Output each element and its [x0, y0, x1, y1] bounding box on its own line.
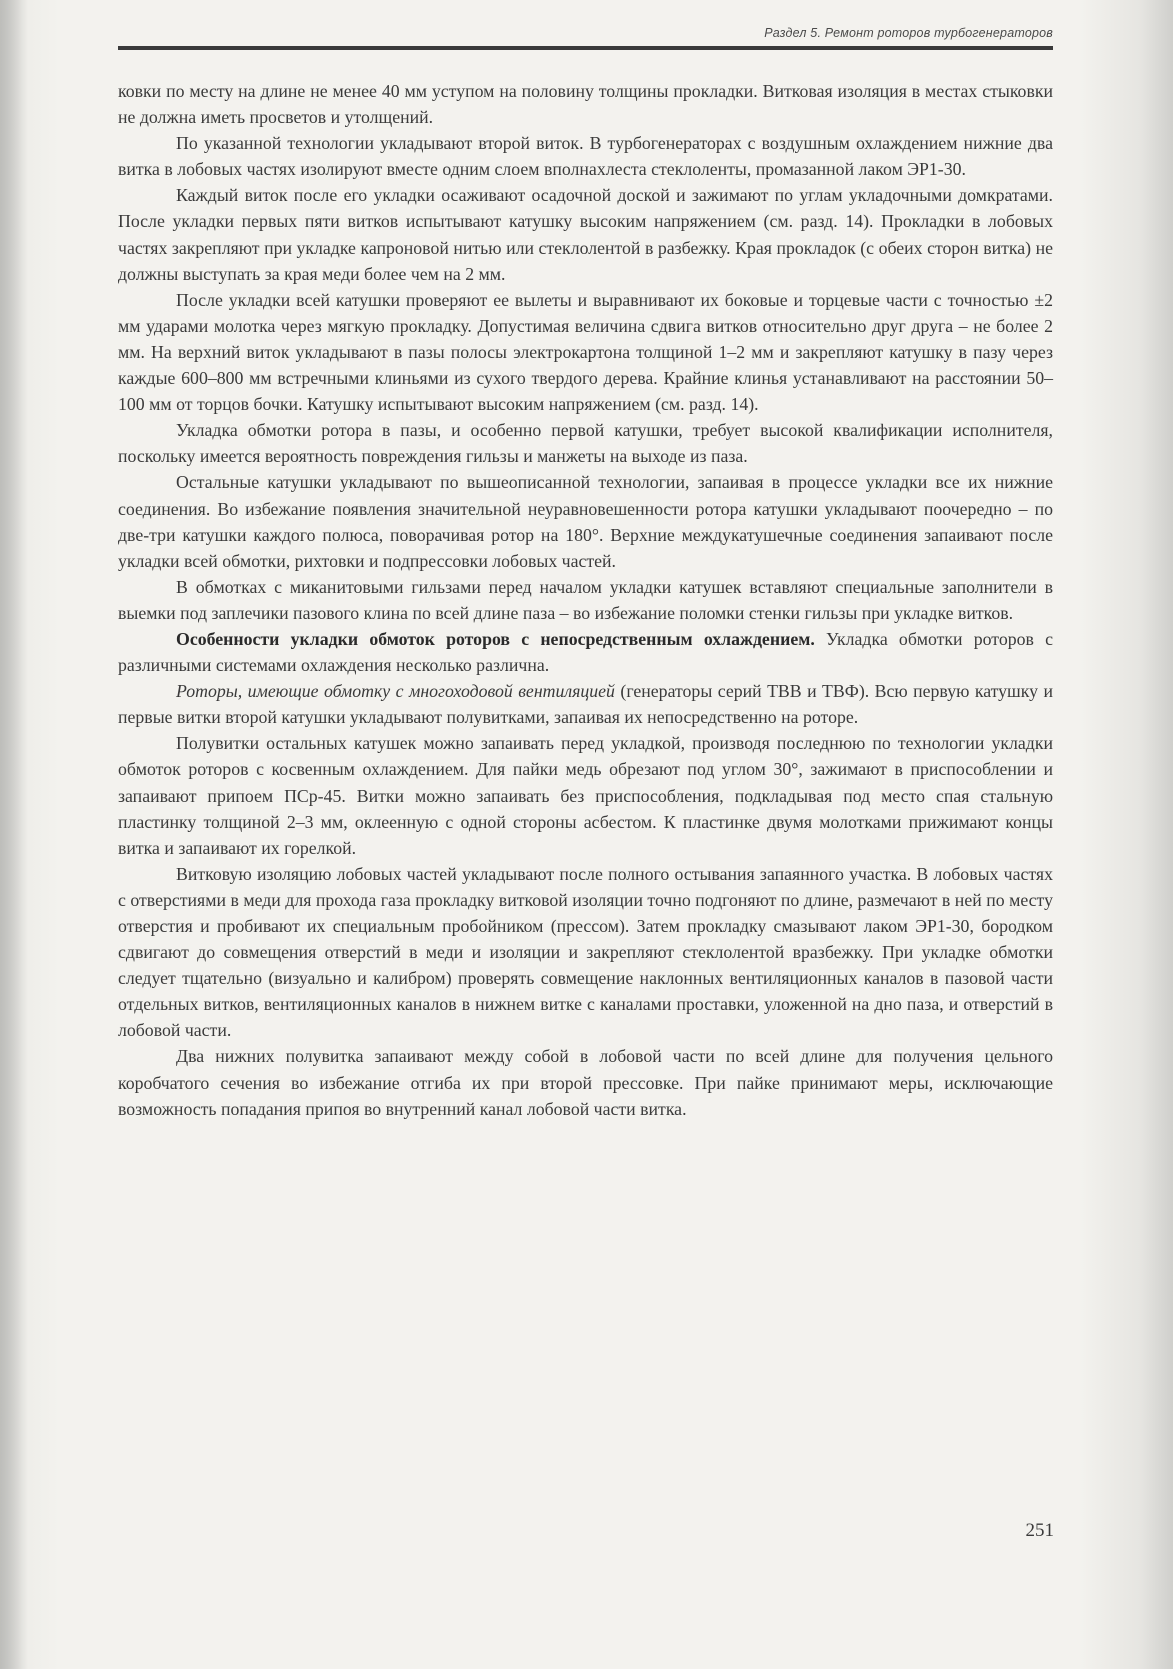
paragraph: В обмотках с миканитовыми гильзами перед началом укладки катушек вставляют специальные заполнители в выемки под заплечики пазового клина по всей длине паза – во избежание поломки стенки гильзы при укладке витков. [118, 576, 1053, 623]
paragraph: Каждый виток после его укладки осаживают осадочной доской и зажимают по углам укладочными домкратами. После укладки первых пяти витков испытывают катушку высоким напряжением (см. разд. 14). Прокладки в лобовых частях закрепляют при укладке капроновой нитью или стеклолентой в разбежку. Края прокладок (с обеих сторон витка) не должны выступать за края меди более чем на 2 мм. [118, 185, 1053, 284]
paragraph: По указанной технологии укладывают второй виток. В турбогенераторах с воздушным охлаждением нижние два витка в лобовых частях изолируют вместе одним слоем вполнахлеста стеклоленты, промазанной лаком ЭР1-30. [118, 133, 1053, 180]
subsection-heading: Особенности укладки обмоток роторов с непосредственным охлаждением. [176, 628, 815, 649]
paragraph: Витковую изоляцию лобовых частей укладывают после полного остывания запаянного участка. В лобовых частях с отверстиями в меди для прохода газа прокладку витковой изоляции точно подгоняют по длине, размечают в ней по месту отверстия и пробивают их специальным пробойником (прессом). Затем прокладку смазывают лаком ЭР1-30, бородком сдвигают до совмещения отверстий в меди и изоляции и закрепляют стеклолентой вразбежку. При укладке обмотки следует тщательно (визуально и калибром) проверять совмещение наклонных вентиляционных каналов в пазовой части отдельных витков, вентиляционных каналов в нижнем витке с каналами проставки, уложенной на дно паза, и отверстий в лобовой части. [118, 863, 1053, 1041]
page-spine-shadow [0, 0, 28, 1669]
paragraph: После укладки всей катушки проверяют ее вылеты и выравнивают их боковые и торцевые части с точностью ±2 мм ударами молотка через мягкую прокладку. Допустимая величина сдвига витков относительно друг друга – не более 2 мм. На верхний виток укладывают в пазы полосы электрокартона толщиной 1–2 мм и закрепляют катушку в пазу через каждые 600–800 мм встречными клиньями из сухого твердого дерева. Крайние клинья устанавливают на расстоянии 50–100 мм от торцов бочки. Катушку испытывают высоким напряжением (см. разд. 14). [118, 289, 1053, 415]
paragraph: Полувитки остальных катушек можно запаивать перед укладкой, производя последнюю по технологии укладки обмоток роторов с косвенным охлаждением. Для пайки медь обрезают под углом 30°, зажимают в приспособлении и запаивают припоем ПСр-45. Витки можно запаивать без приспособления, подкладывая под место спая стальную пластинку толщиной 2–3 мм, оклеенную с одной стороны асбестом. К пластинке двумя молотками прижимают концы витка и запаивают их горелкой. [118, 733, 1053, 858]
paragraph: Особенности укладки обмоток роторов с непосредственным охлаждением. Укладка обмотки роторов с различными системами охлаждения несколько различна. [118, 628, 1053, 676]
paragraph: Два нижних полувитка запаивают между собой в лобовой части по всей длине для получения цельного коробчатого сечения во избежание отгиба их при второй прессовке. При пайке принимают меры, исключающие возможность попадания припоя во внутренний канал лобовой части витка. [118, 1046, 1053, 1119]
header-rule [118, 46, 1053, 50]
body-text [118, 78, 1053, 1122]
section-title: Раздел 5. Ремонт роторов турбогенераторов [764, 26, 1053, 40]
paragraph: Остальные катушки укладывают по вышеописанной технологии, запаивая в процессе укладки все их нижние соединения. Во избежание появления значительной неуравновешенности ротора катушки укладывают поочередно – по две-три катушки каждого полюса, поворачивая ротор на 180°. Верхние междукатушечные соединения запаивают после укладки всей обмотки, рихтовки и подпрессовки лобовых частей. [118, 472, 1053, 571]
paragraph: ковки по месту на длине не менее 40 мм уступом на половину толщины прокладки. Витковая изоляция в местах стыковки не должна иметь просветов и утолщений. [118, 81, 1053, 128]
italic-lead: Роторы, имеющие обмотку с многоходовой вентиляцией [176, 681, 615, 702]
page-number: 251 [1025, 1520, 1054, 1541]
paragraph: Роторы, имеющие обмотку с многоходовой вентиляцией (генераторы серий ТВВ и ТВФ). Всю первую катушку и первые витки второй катушки укладывают полувитками, запаивая их непосредственно на роторе. [118, 681, 1053, 728]
paragraph: Укладка обмотки ротора в пазы, и особенно первой катушки, требует высокой квалификации исполнителя, поскольку имеется вероятность повреждения гильзы и манжеты на выходе из паза. [118, 420, 1053, 467]
running-header [118, 26, 1053, 54]
